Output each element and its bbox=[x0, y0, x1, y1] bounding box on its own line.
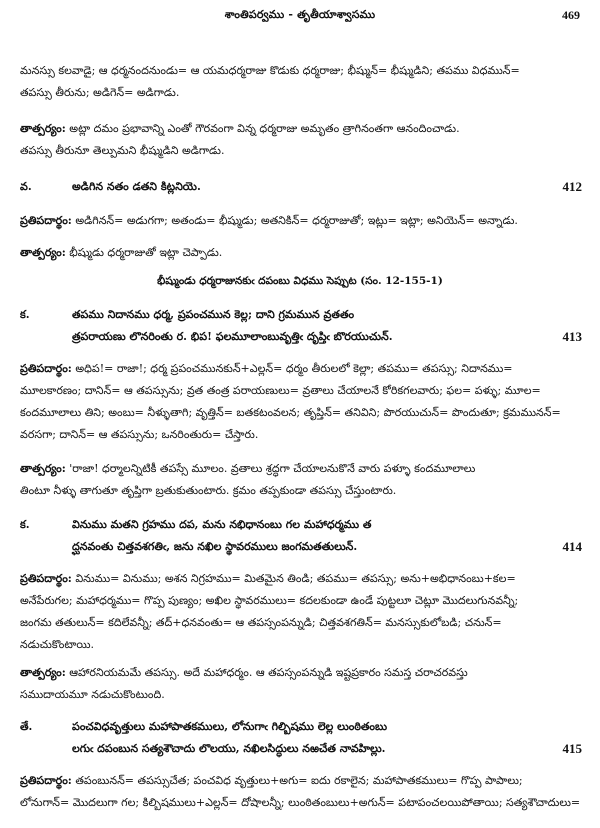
verse-line: వినుము మతని గ్రహము దప, మను నభిధానంబు గల మహాధర్మము త bbox=[72, 518, 372, 531]
verse-413 bbox=[20, 304, 582, 348]
verse-414 bbox=[20, 514, 582, 558]
text-line: తింటూ నీళ్ళు తాగుతూ తృప్తిగా బ్రతుకుతుంటారు. క్రమం తప్పకుండా తపస్సు చేస్తుంటారు. bbox=[20, 484, 397, 497]
page-number: 469 bbox=[562, 8, 580, 22]
text-line: మూలకారణం; దానిన్= ఆ తపస్సును; వ్రత తంత్ర పరాయణులు= వ్రతాలు చేయాలనే కోరికగలవారు; ఫల= పళ్ళు; మూల= bbox=[20, 384, 541, 397]
tatparyam-413 bbox=[20, 458, 580, 502]
text-line: వినుము= వినుము; అశన నిగ్రహము= మితమైన తిండి; తపము= తపస్సు; అను+అభిధానంబు+కల= bbox=[71, 572, 516, 585]
verse-meter: తే. bbox=[20, 720, 33, 733]
tatparyam-412 bbox=[20, 242, 580, 264]
pratipadartham-415 bbox=[20, 770, 580, 814]
text-line: 'రాజా! ధర్మాలన్నిటికీ తపస్సే మూలం. వ్రతాలు శ్రద్ధగా చేయాలనుకొనే వారు పళ్ళూ కందమూలాలు bbox=[65, 462, 476, 475]
text-line: నడుచుకొంటాయి. bbox=[20, 638, 95, 651]
verse-line: తపము నిదానము ధర్మ, ప్రపంచమున కెల్ల; దాని గ్రమమున వ్రతతం bbox=[72, 308, 355, 321]
tatparyam-label: తాత్పర్యం: bbox=[20, 666, 66, 679]
verse-415 bbox=[20, 716, 582, 760]
text-line: మనస్సు కలవాడై; ఆ ధర్మనందనుండు= ఆ యమధర్మరాజు కొడుకు ధర్మరాజు; భీష్మున్= భీష్ముడిని; తపము విధమున్= bbox=[20, 64, 520, 77]
text-line: భీష్ముడు ధర్మరాజుతో ఇట్లా చెప్పాడు. bbox=[65, 246, 223, 259]
verse-line: ద్ఘనవంతు చిత్తవశగతిఁ, జను నఖిల స్థావరములు జంగమతతులున్. bbox=[72, 540, 358, 553]
pratipadartham-label: ప్రతిపదార్థం: bbox=[20, 362, 72, 375]
text-line: కందమూలాలు తిని; అంబు= నీళ్ళుతాగి; వృత్తిన్= బతకటంవలన; తృప్తిన్= తనివిని; పొరయుచున్= పొందుతూ; క్రమమునన్= bbox=[20, 406, 561, 419]
verse-meter: క. bbox=[20, 308, 30, 321]
text-line: ఆహారనియమమే తపస్సు. అదే మహాధర్మం. ఆ తపస్సంపన్నుడి ఇష్టప్రకారం సమస్త చరాచరవస్తు bbox=[65, 666, 468, 679]
text-line: అధిప!= రాజా!; ధర్మ ప్రపంచమునకున్+ఎల్లన్= ధర్మం తీరులలో కెల్లా; తపము= తపస్సు; నిదానము= bbox=[71, 362, 513, 375]
pratipadartham-414 bbox=[20, 568, 580, 656]
verse-number: 414 bbox=[562, 539, 582, 554]
pratipadartham-label: ప్రతిపదార్థం: bbox=[20, 214, 72, 227]
tatparyam-block bbox=[20, 118, 580, 162]
text-line: లోనుగాన్= మొదలుగా గల; కిల్బిషములు+ఎల్లన్= దోషాలన్నీ; లుంఠితంబులు+అగున్= పటాపంచలయిపోతాయి; సత్యశౌచాదులు= bbox=[20, 796, 580, 809]
text-line: అడిగినన్= అడుగగా; అతండు= భీష్ముడు; అతనికిన్= ధర్మరాజుతో; ఇట్లు= ఇట్లా; అనియెన్= అన్నాడు. bbox=[71, 214, 518, 227]
text-line: తపస్సు తీరునూ తెల్పుమని భీష్ముడిని అడిగాడు. bbox=[20, 144, 225, 157]
paragraph-continuation bbox=[20, 60, 580, 104]
verse-line: లగుఁ దపంబున సత్యశౌచాదు లొలయు, నఖిలసిద్ధులు నఱచేత నావహిల్లు. bbox=[72, 742, 386, 755]
text-line: సముదాయమూ నడుచుకొంటుంది. bbox=[20, 688, 165, 701]
verse-number: 415 bbox=[562, 741, 582, 756]
section-heading: భీష్ముండు ధర్మరాజునకుఁ దపంబు విధము సెప్పుట (సం. 12-155-1) bbox=[157, 275, 443, 287]
text-line: తపస్సు తీరును; అడిగెన్= అడిగాడు. bbox=[20, 86, 180, 99]
tatparyam-label: తాత్పర్యం: bbox=[20, 246, 66, 259]
verse-number: 413 bbox=[562, 329, 582, 344]
verse-line: పంచవిధవృత్తులు మహాపాతకములు, లోనుగాఁ గిల్బిషము లెల్ల లుంఠితంబు bbox=[72, 720, 388, 733]
text-line: వరసగా; దానిన్= ఆ తపస్సును; ఒనరింతురు= చేస్తారు. bbox=[20, 428, 259, 441]
verse-meter: వ. bbox=[20, 180, 32, 193]
verse-meter: క. bbox=[20, 518, 30, 531]
text-line: అనేపేరుగల; మహాధర్మము= గొప్ప పుణ్యం; అఖిల స్థావరములు= కదలకుండా ఉండే పుట్టలూ చెట్లూ మొదలుగునవన్నీ; bbox=[20, 594, 519, 607]
verse-line: త్రపరాయణు లొనరింతు ర. భిప! ఫలమూలాంబువృత్తిఁ దృప్తిఁ బొరయుచున్. bbox=[72, 330, 393, 343]
tatparyam-414 bbox=[20, 662, 580, 706]
pratipadartham-413 bbox=[20, 358, 580, 446]
text-line: అట్లా దమం ప్రభావాన్ని ఎంతో గౌరవంగా విన్న ధర్మరాజు అమృతం త్రాగినంతగా ఆనందించాడు. bbox=[65, 122, 460, 135]
pratipadartham-412 bbox=[20, 210, 580, 232]
text-line: తపంబునన్= తపస్సుచేత; పంచవిధ వృత్తులు+అగు= ఐదు రకాలైన; మహాపాతకములు= గొప్ప పాపాలు; bbox=[71, 774, 523, 787]
pratipadartham-label: ప్రతిపదార్థం: bbox=[20, 774, 72, 787]
pratipadartham-label: ప్రతిపదార్థం: bbox=[20, 572, 72, 585]
tatparyam-label: తాత్పర్యం: bbox=[20, 462, 66, 475]
verse-412 bbox=[20, 176, 582, 198]
page-header bbox=[0, 8, 600, 26]
verse-line: అడిగిన నతం డతని కిట్లనియె. bbox=[72, 180, 201, 193]
running-title: శాంతిపర్వము - తృతీయాశ్వాసము bbox=[224, 8, 376, 21]
text-line: జంగమ తతులున్= కదిలేవన్నీ; తద్+ధనవంతు= ఆ తపస్సంపన్నుడి; చిత్తవశగతిన్= మనస్సుకులోబడి; చనున్= bbox=[20, 616, 502, 629]
verse-number: 412 bbox=[562, 179, 582, 194]
tatparyam-label: తాత్పర్యం: bbox=[20, 122, 66, 135]
